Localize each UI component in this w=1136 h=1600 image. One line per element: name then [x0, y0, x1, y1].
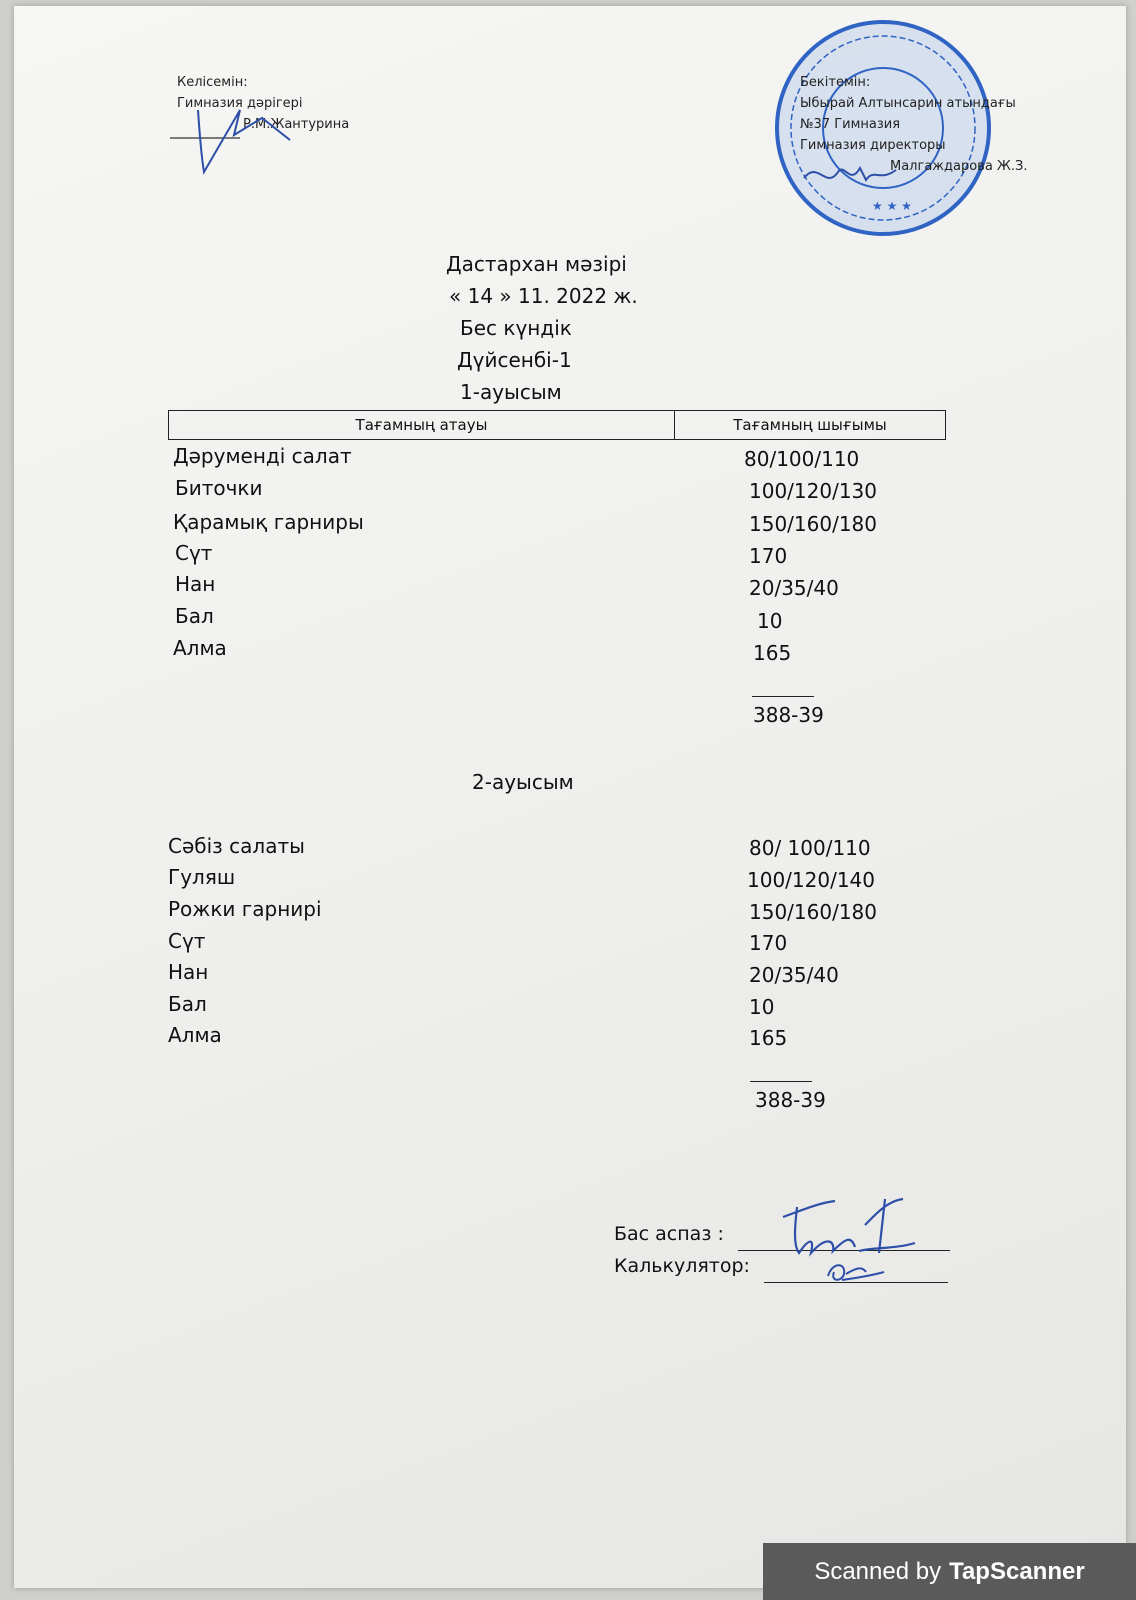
- approval-right-name: Малгаждарова Ж.З.: [890, 159, 1028, 174]
- approval-right-school: Ыбырай Алтынсарин атындағы: [800, 96, 1016, 111]
- list-item-name: Нан: [168, 960, 209, 984]
- shift1-total-rule: [752, 696, 814, 697]
- list-item-name: Алма: [168, 1023, 222, 1047]
- menu-subtitle: Бес күндік: [460, 316, 572, 340]
- menu-table-header: [168, 410, 946, 440]
- menu-date: « 14 » 11. 2022 ж.: [449, 284, 638, 308]
- scanner-brand: TapScanner: [949, 1557, 1085, 1585]
- list-item-name: Дәруменді салат: [173, 444, 352, 468]
- scanner-prefix: Scanned by: [814, 1557, 942, 1585]
- list-item-amount: 20/35/40: [749, 963, 839, 987]
- list-item-name: Алма: [173, 636, 227, 660]
- list-item-amount: 170: [749, 931, 788, 955]
- approval-left-role: Гимназия дәрігері: [177, 96, 303, 111]
- menu-title: Дастархан мәзірі: [446, 252, 627, 276]
- list-item-amount: 10: [749, 995, 775, 1019]
- list-item-name: Сүт: [175, 541, 213, 565]
- menu-day: Дүйсенбі-1: [457, 348, 572, 372]
- list-item-amount: 80/ 100/110: [749, 836, 871, 860]
- list-item-name: Бал: [168, 992, 207, 1016]
- list-item-amount: 80/100/110: [744, 447, 860, 471]
- list-item-name: Гуляш: [168, 865, 236, 889]
- director-signature: [800, 150, 910, 200]
- calculator-label: Калькулятор:: [614, 1255, 750, 1277]
- scanner-watermark: [763, 1543, 1136, 1600]
- shift2-total-rule: [750, 1081, 812, 1082]
- approval-right-heading: Бекітемін:: [800, 75, 871, 90]
- list-item-amount: 100/120/130: [749, 479, 877, 503]
- list-item-amount: 170: [749, 544, 788, 568]
- shift2-label: 2-ауысым: [472, 770, 574, 794]
- list-item-amount: 150/160/180: [749, 900, 877, 924]
- list-item-amount: 100/120/140: [747, 868, 875, 892]
- chef-label: Бас аспаз :: [614, 1223, 724, 1245]
- approval-right-number: №37 Гимназия: [800, 117, 901, 132]
- column-header-name: Тағамның атауы: [169, 411, 675, 439]
- list-item-name: Рожки гарнирі: [168, 897, 322, 921]
- list-item-amount: 10: [757, 609, 783, 633]
- shift1-label: 1-ауысым: [460, 380, 562, 404]
- list-item-name: Бал: [175, 604, 214, 628]
- approval-right-role: Гимназия директоры: [800, 138, 946, 153]
- list-item-name: Сүт: [168, 929, 206, 953]
- list-item-amount: 150/160/180: [749, 512, 877, 536]
- list-item-name: Сәбіз салаты: [168, 834, 305, 858]
- list-item-amount: 165: [753, 641, 792, 665]
- column-header-yield: Тағамның шығымы: [733, 416, 887, 434]
- list-item-name: Қарамық гарниры: [173, 510, 364, 534]
- doctor-signature: [170, 80, 370, 200]
- shift2-total: 388-39: [755, 1088, 826, 1112]
- list-item-name: Нан: [175, 572, 216, 596]
- list-item-amount: 165: [749, 1026, 788, 1050]
- calculator-signature: [822, 1258, 892, 1288]
- shift1-total: 388-39: [753, 703, 824, 727]
- list-item-amount: 20/35/40: [749, 576, 839, 600]
- svg-text:★ ★ ★: ★ ★ ★: [872, 199, 912, 213]
- approval-left-heading: Келісемін:: [177, 75, 248, 90]
- list-item-name: Биточки: [175, 476, 263, 500]
- approval-left-name: Р.М.Жантурина: [243, 117, 350, 132]
